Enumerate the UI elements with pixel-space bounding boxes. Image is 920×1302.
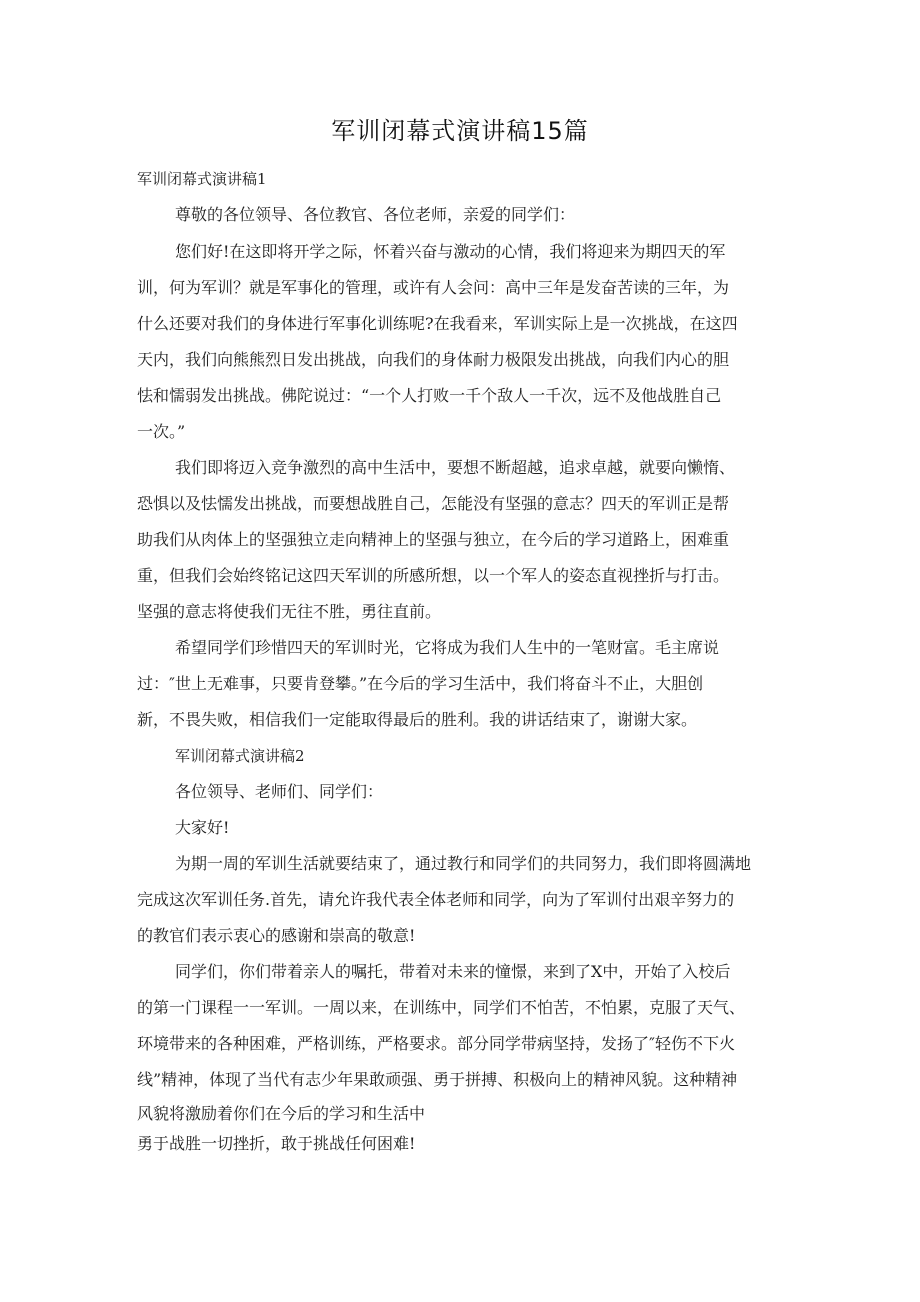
paragraph-line: 坚强的意志将使我们无往不胜，勇往直前。 [137, 602, 442, 621]
paragraph-line: 勇于战胜一切挫折，敢于挑战任何困难! [137, 1134, 416, 1153]
salutation-line: 各位领导、老师们、同学们： [175, 782, 384, 801]
speech-1-heading: 军训闭幕式演讲稿1 [137, 170, 267, 188]
document-title: 军训闭幕式演讲稿15篇 [331, 117, 589, 145]
paragraph-line: 的教官们表示衷心的感谢和崇高的敬意! [137, 926, 416, 945]
paragraph-line: 我们即将迈入竞争激烈的高中生活中，要想不断超越，追求卓越，就要向懒惰、 [175, 458, 736, 477]
paragraph-line: 新，不畏失败，相信我们一定能取得最后的胜利。我的讲话结束了，谢谢大家。 [137, 710, 698, 729]
paragraph-line: 您们好!在这即将开学之际，怀着兴奋与激动的心情，我们将迎来为期四天的军 [175, 242, 726, 261]
paragraph-line: 为期一周的军训生活就要结束了，通过教行和同学们的共同努力，我们即将圆满地 [175, 854, 752, 873]
paragraph-line: 线”精神，体现了当代有志少年果敢顽强、勇于拼搏、积极向上的精神风貌。这种精神 [137, 1070, 738, 1089]
paragraph-line: 过：″世上无难事，只要肯登攀。”在今后的学习生活中，我们将奋斗不止，大胆创 [137, 674, 704, 693]
paragraph-line: 同学们，你们带着亲人的嘱托，带着对未来的憧憬，来到了X中，开始了入校后 [175, 962, 731, 981]
paragraph-line: 重，但我们会始终铭记这四天军训的所感所想，以一个军人的姿态直视挫折与打击。 [137, 566, 730, 585]
paragraph-line: 训，何为军训？就是军事化的管理，或许有人会问：高中三年是发奋苦读的三年，为 [137, 278, 730, 297]
paragraph-line: 风貌将激励着你们在今后的学习和生活中 [137, 1104, 426, 1123]
paragraph-line: 的第一门课程一一军训。一周以来，在训练中，同学们不怕苦，不怕累，克服了天气、 [137, 998, 746, 1017]
salutation-line: 尊敬的各位领导、各位教官、各位老师，亲爱的同学们： [175, 205, 576, 224]
paragraph-line: 怯和懦弱发出挑战。佛陀说过：“一个人打败一千个敌人一千次，远不及他战胜自己 [137, 386, 722, 405]
paragraph-line: 什么还要对我们的身体进行军事化训练呢?在我看来，军训实际上是一次挑战，在这四 [137, 314, 738, 333]
paragraph-line: 恐惧以及怯懦发出挑战，而要想战胜自己，怎能没有坚强的意志？四天的军训正是帮 [137, 494, 730, 513]
paragraph-line: 完成这次军训任务.首先，请允许我代表全体老师和同学，向为了军训付出艰辛努力的 [137, 890, 735, 909]
paragraph-line: 一次。” [137, 422, 186, 441]
paragraph-line: 环境带来的各种困难，严格训练，严格要求。部分同学带病坚持，发扬了″轻伤不下火 [137, 1034, 735, 1053]
paragraph-line: 天内，我们向熊熊烈日发出挑战，向我们的身体耐力极限发出挑战，向我们内心的胆 [137, 350, 730, 369]
paragraph-line: 助我们从肉体上的坚强独立走向精神上的坚强与独立，在今后的学习道路上，困难重 [137, 530, 730, 549]
paragraph-line: 希望同学们珍惜四天的军训时光，它将成为我们人生中的一笔财富。毛主席说 [175, 638, 720, 657]
greeting-line: 大家好! [175, 818, 230, 837]
speech-2-heading: 军训闭幕式演讲稿2 [175, 747, 305, 765]
